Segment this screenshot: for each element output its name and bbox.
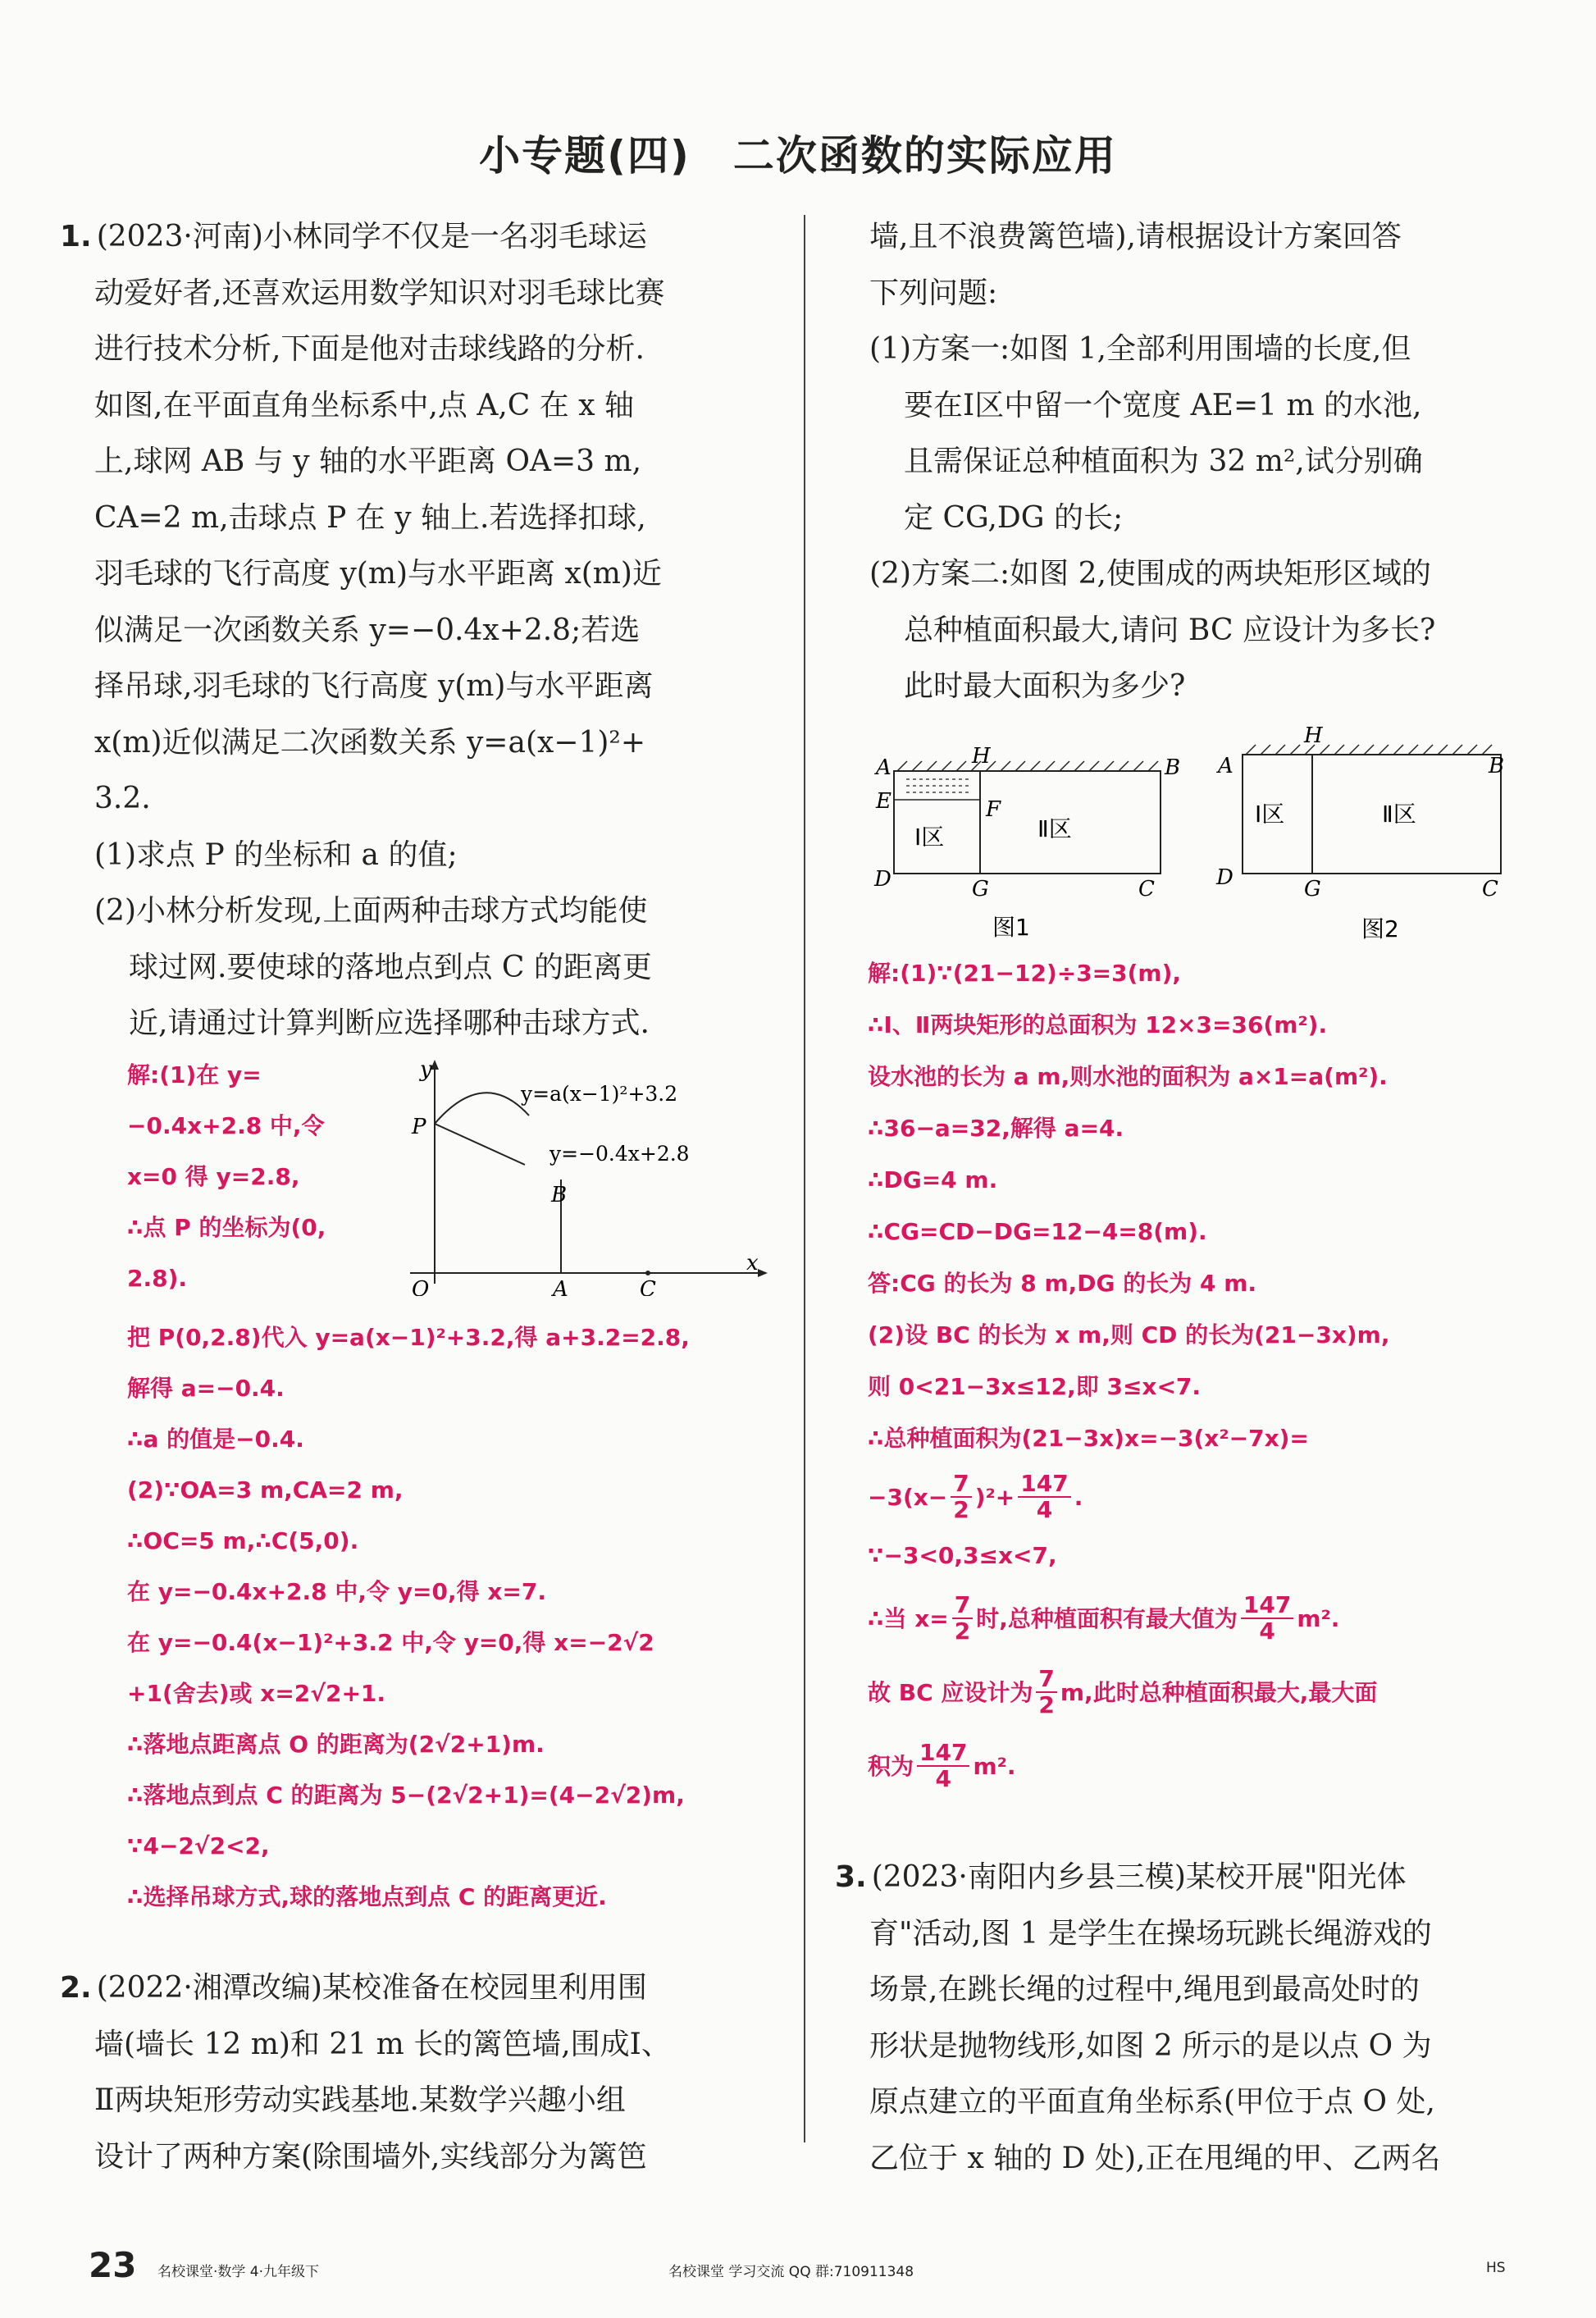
y-label: y <box>420 1058 432 1082</box>
column-divider <box>804 215 805 2142</box>
parabola-label: y=a(x−1)²+3.2 <box>521 1082 678 1106</box>
page-title: 小专题(四) 二次函数的实际应用 <box>479 132 1117 180</box>
graph-1 <box>402 1058 771 1296</box>
edition-code: HS <box>1486 2260 1506 2276</box>
footer <box>0 2245 1596 2293</box>
label-c: C <box>1138 877 1155 901</box>
o-label: O <box>412 1277 430 1296</box>
figure-1-caption: 图1 <box>992 914 1030 941</box>
solution-1: 把 P(0,2.8)代入 y=a(x−1)²+3.2,得 a+3.2=2.8, 解得 a=−0.4. ∴a 的值是−0.4. (2)∵OA=3 m,CA=2 m, ∴OC=5 m,∴C(5,0). 在 y=−0.4x+2.8 中,令 y=0,得 x=7. 在 y=−0.4(x−1)²+3.2 中,令 y=0,得 x=−2√2 +1(舍去)或 x=2√2+1. ∴落地点距离点 O 的距离为(2√2+1)m. ∴落地点到点 C 的距离为 5−(2√2+1)=(4−2√2)m, ∵4−2√2<2, ∴选择吊球方式,球的落地点到点 C 的距离更近. <box>127 1324 690 1910</box>
equation-line-1: −3(x− $\frac{7}{2}$ )²+ $\frac{147}{4}$ . <box>868 1470 1083 1523</box>
fraction: $\frac{147}{4}$ <box>917 1741 969 1791</box>
question-number: 2. <box>60 1971 92 2005</box>
zone-2-label: Ⅱ区 <box>1382 801 1416 828</box>
question-3: 3. (2023·南阳内乡县三模)某校开展"阳光体 育"活动,图 1 是学生在操场玩跳长绳游戏的 场景,在跳长绳的过程中,绳甩到最高处时的 形状是抛物线形,如图 2 所示的是以点 O 为 原点建立的平面直角坐标系(甲位于点 O 处, 乙位于 x 轴的 D 处),正在甩绳的甲、乙两名 <box>835 1860 1441 2175</box>
b-label: B <box>551 1183 568 1207</box>
fraction: $\frac{147}{4}$ <box>1018 1472 1070 1522</box>
label-f: F <box>986 797 1001 822</box>
equation-line-3: 故 BC 应设计为 $\frac{7}{2}$ m,此时总种植面积最大,最大面 <box>868 1665 1378 1718</box>
fraction: $\frac{7}{2}$ <box>1036 1667 1056 1718</box>
wall-hatching <box>1246 745 1492 755</box>
point-c <box>645 1271 650 1275</box>
label-c: C <box>1482 877 1498 901</box>
question-2-continued: 墙,且不浪费篱笆墙),请根据设计方案回答 下列问题: (1)方案一:如图 1,全部利用围墙的长度,但 要在Ⅰ区中留一个宽度 AE=1 m 的水池, 且需保证总种植面积为 32 m²,试分别确 定 CG,DG 的长; (2)方案二:如图 2,使围成的两块矩形区域的 总种植面积最大,请问 BC 应设计为多长? 此时最大面积为多少? <box>869 220 1436 703</box>
label-b: B <box>1165 755 1181 780</box>
label-h: H <box>1304 723 1323 748</box>
figure-1 <box>869 738 1181 943</box>
wall-hatching <box>897 761 1158 771</box>
p-label: P <box>412 1115 426 1139</box>
label-d: D <box>874 867 891 892</box>
label-a: A <box>876 755 891 780</box>
equation-line-2: ∴当 x= $\frac{7}{2}$ 时,总种植面积有最大值为 $\frac{147}{4}$ m². <box>868 1591 1340 1645</box>
qq-group: 名校课堂 学习交流 QQ 群:710911348 <box>668 2264 914 2280</box>
x-label: x <box>746 1251 759 1275</box>
label-e: E <box>876 789 891 814</box>
label-d: D <box>1216 865 1233 890</box>
c-label: C <box>640 1277 656 1296</box>
solution-2: 解:(1)∵(21−12)÷3=3(m), ∴Ⅰ、Ⅱ两块矩形的总面积为 12×3=36(m²). 设水池的长为 a m,则水池的面积为 a×1=a(m²). ∴36−a=32,解得 a=4. ∴DG=4 m. ∴CG=CD−DG=12−4=8(m). 答:CG 的长为 8 m,DG 的长为 4 m. (2)设 BC 的长为 x m,则 CD 的长为(21−3x)m, 则 0<21−3x≤12,即 3≤x<7. ∴总种植面积为(21−3x)x=−3(x²−7x)= −3(x− $\frac{7}{2}$ )²+ $\frac{147}{4}$ . ∵−3<0,3≤x<7, ∴当 x= $\frac{7}{2}$ 时,总种植面积有最大值为 $\frac{147}{4}$ m². 故 BC 应设计为 $\frac{7}{2}$ m,此时总种植面积最大,最大面 积为 $\frac{147}{4}$ m². <box>868 947 1524 1803</box>
zone-1-label: Ⅰ区 <box>1255 801 1285 828</box>
page-number: 23 <box>89 2245 137 2285</box>
parabola-curve <box>435 1093 529 1124</box>
line-label: y=−0.4x+2.8 <box>549 1142 690 1166</box>
figure-2 <box>1210 722 1521 943</box>
label-h: H <box>972 744 991 769</box>
pool-water <box>906 779 972 792</box>
solution-1-top: 解:(1)在 y= −0.4x+2.8 中,令 x=0 得 y=2.8, ∴点 P 的坐标为(0, 2.8). <box>127 1061 326 1292</box>
label-g: G <box>1304 877 1321 901</box>
question-1: 1. (2023·河南)小林同学不仅是一名羽毛球运 动爱好者,还喜欢运用数学知识对羽毛球比赛 进行技术分析,下面是他对击球线路的分析. 如图,在平面直角坐标系中,点 A,C 在 x 轴 上,球网 AB 与 y 轴的水平距离 OA=3 m, CA=2 m,击球点 P 在 y 轴上.若选择扣球, 羽毛球的飞行高度 y(m)与水平距离 x(m)近 似满足一次函数关系 y=−0.4x+2.8;若选 择吊球,羽毛球的飞行高度 y(m)与水平距离 x(m)近似满足二次函数关系 y=a(x−1)²+ 3.2. (1)求点 P 的坐标和 a 的值; (2)小林分析发现,上面两种击球方式均能使 球过网.要使球的落地点到点 C 的距离更 近,请通过计算判断应选择哪种击球方式. <box>60 220 665 1040</box>
label-b: B <box>1489 754 1505 778</box>
question-number: 3. <box>835 1860 867 1894</box>
book-title: 名校课堂·数学 4·九年级下 <box>157 2264 320 2280</box>
zone-1-label: Ⅰ区 <box>914 824 945 851</box>
label-a: A <box>1218 754 1233 778</box>
zone-2-label: Ⅱ区 <box>1037 815 1072 842</box>
fraction: $\frac{7}{2}$ <box>951 1472 971 1522</box>
figure-2-caption: 图2 <box>1361 915 1399 942</box>
straight-line <box>435 1124 525 1165</box>
question-number: 1. <box>60 220 92 253</box>
x-axis-arrow <box>758 1269 768 1277</box>
fraction: $\frac{7}{2}$ <box>952 1593 973 1644</box>
fraction: $\frac{147}{4}$ <box>1241 1593 1293 1644</box>
label-g: G <box>972 877 989 901</box>
equation-line-4: 积为 $\frac{147}{4}$ m². <box>868 1739 1016 1792</box>
question-2: 2. (2022·湘潭改编)某校准备在校园里利用围 墙(墙长 12 m)和 21 m 长的篱笆墙,围成Ⅰ、 Ⅱ两块矩形劳动实践基地.某数学兴趣小组 设计了两种方案(除围墙外,实线部分为篱笆 <box>60 1971 671 2174</box>
a-label: A <box>553 1277 568 1296</box>
